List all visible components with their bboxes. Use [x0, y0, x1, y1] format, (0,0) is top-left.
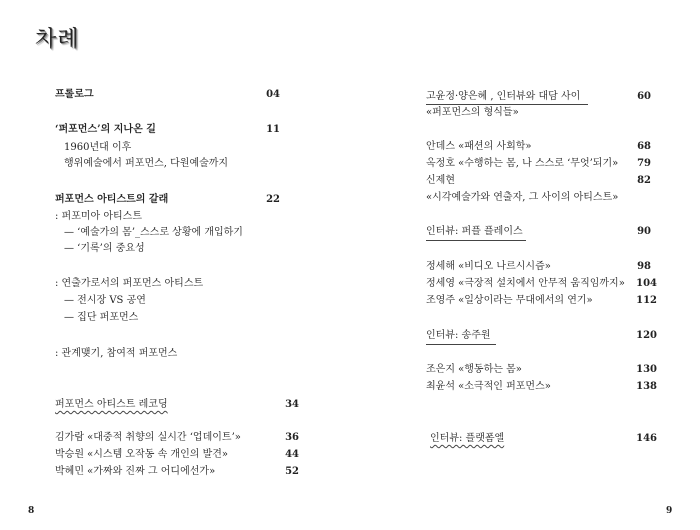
title-underline [426, 344, 496, 345]
toc-entry-title: 퍼포먼스 아티스트의 갈래 [55, 194, 169, 205]
toc-page-number: 90 [637, 226, 651, 237]
page-number-left: 8 [28, 506, 35, 516]
toc-page-number: 104 [636, 278, 657, 289]
toc-entry-title: ‘퍼포먼스’의 지나온 길 [55, 124, 156, 135]
toc-page-number: 34 [285, 399, 299, 410]
toc-page-number: 04 [266, 89, 280, 100]
page-number-right: 9 [666, 506, 673, 516]
toc-page-number: 82 [637, 175, 651, 186]
toc-page-number: 44 [285, 449, 299, 460]
toc-entry-title: 프롤로그 [55, 89, 94, 100]
toc-page-number: 130 [636, 364, 657, 375]
toc-page-number: 112 [636, 295, 657, 306]
toc-title: 차례 [35, 27, 80, 52]
toc-page-number: 60 [637, 91, 651, 102]
toc-entry-title: 인터뷰: 플랫폼엘 [430, 433, 505, 444]
toc-entry-title: 인터뷰: 퍼플 플레이스 [426, 226, 523, 237]
toc-page-number: 52 [285, 466, 299, 477]
title-underline [426, 104, 588, 105]
toc-entry-title: 고윤정·양은혜 , 인터뷰와 대담 사이 [426, 91, 581, 102]
title-underline [426, 240, 526, 241]
toc-page-number: 68 [637, 141, 651, 152]
toc-page-number: 11 [266, 124, 280, 135]
toc-entry-title: 인터뷰: 송주원 [426, 330, 491, 341]
toc-page-number: 98 [637, 261, 651, 272]
toc-entry-title: 퍼포먼스 아티스트 레코딩 [55, 399, 168, 410]
toc-page-number: 22 [266, 194, 280, 205]
toc-page-number: 120 [636, 330, 657, 341]
toc-page-number: 138 [636, 381, 657, 392]
toc-page-number: 36 [285, 432, 299, 443]
toc-page-number: 146 [636, 433, 657, 444]
toc-page-number: 79 [637, 158, 651, 169]
